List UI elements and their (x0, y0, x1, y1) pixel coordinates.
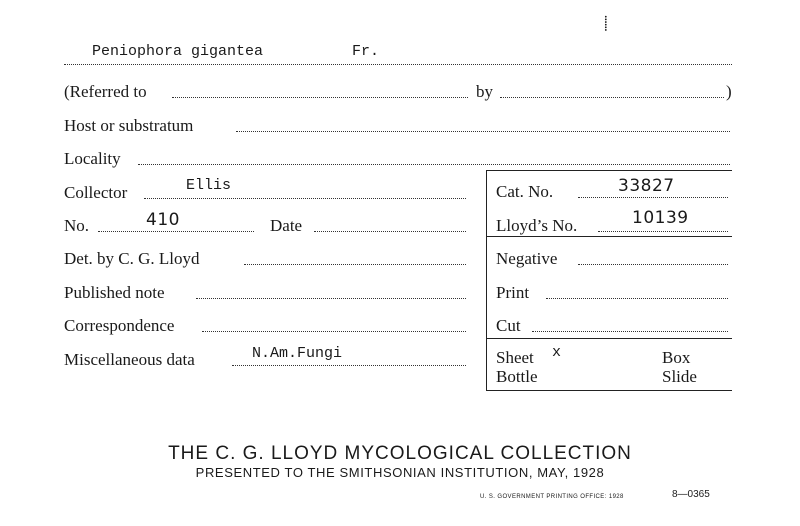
correspondence-field[interactable] (202, 331, 466, 332)
species-author: Fr. (352, 43, 380, 60)
referred-to-field[interactable] (172, 97, 468, 98)
published-field[interactable] (196, 298, 466, 299)
close-paren: ) (726, 82, 732, 101)
no-field[interactable] (98, 231, 254, 232)
lloyds-no-rule (486, 236, 732, 237)
box-top-border (486, 170, 732, 171)
collection-subtitle: PRESENTED TO THE SMITHSONIAN INSTITUTION, MAY, 1928 (195, 465, 605, 480)
lloyds-no-label: Lloyd’s No. (496, 216, 578, 235)
lloyds-no-value: 10139 (632, 208, 689, 228)
sheet-label: Sheet (496, 348, 534, 367)
species-name: Peniophora gigantea (92, 43, 264, 60)
cat-no-label: Cat. No. (496, 182, 554, 201)
host-field[interactable] (236, 131, 730, 132)
sheet-mark: x (552, 344, 562, 361)
cut-rule (486, 338, 732, 339)
no-value: 410 (146, 210, 180, 230)
host-label: Host or substratum (64, 116, 194, 135)
det-field[interactable] (244, 264, 466, 265)
by-label: by (476, 82, 493, 101)
cat-no-field[interactable] (578, 197, 728, 198)
collector-label: Collector (64, 183, 128, 202)
date-label: Date (270, 216, 303, 235)
locality-field[interactable] (138, 164, 730, 165)
species-line (64, 64, 732, 65)
collector-value: Ellis (186, 177, 232, 194)
misc-label: Miscellaneous data (64, 350, 195, 369)
date-field[interactable] (314, 231, 466, 232)
form-number: 8—0365 (672, 489, 710, 500)
print-field[interactable] (546, 298, 728, 299)
box-bottom-border (486, 390, 732, 391)
published-label: Published note (64, 283, 165, 302)
misc-field[interactable] (232, 365, 466, 366)
collection-title: THE C. G. LLOYD MYCOLOGICAL COLLECTION (168, 443, 632, 464)
printing-office-note: U. S. GOVERNMENT PRINTING OFFICE: 1928 (480, 494, 624, 500)
box-label: Box (662, 348, 691, 367)
cut-field[interactable] (532, 331, 728, 332)
margin-mark: ⸽ (604, 16, 609, 32)
negative-field[interactable] (578, 264, 728, 265)
collector-field[interactable] (144, 198, 466, 199)
lloyds-no-field[interactable] (598, 231, 728, 232)
slide-label: Slide (662, 367, 697, 386)
det-label: Det. by C. G. Lloyd (64, 249, 200, 268)
locality-label: Locality (64, 149, 121, 168)
no-label: No. (64, 216, 90, 235)
correspondence-label: Correspondence (64, 316, 175, 335)
misc-value: N.Am.Fungi (252, 345, 343, 362)
negative-label: Negative (496, 249, 558, 268)
bottle-label: Bottle (496, 367, 538, 386)
box-left-border (486, 170, 487, 390)
print-label: Print (496, 283, 530, 302)
cut-label: Cut (496, 316, 521, 335)
by-field[interactable] (500, 97, 724, 98)
cat-no-value: 33827 (618, 176, 675, 196)
referred-to-label: (Referred to (64, 82, 147, 101)
